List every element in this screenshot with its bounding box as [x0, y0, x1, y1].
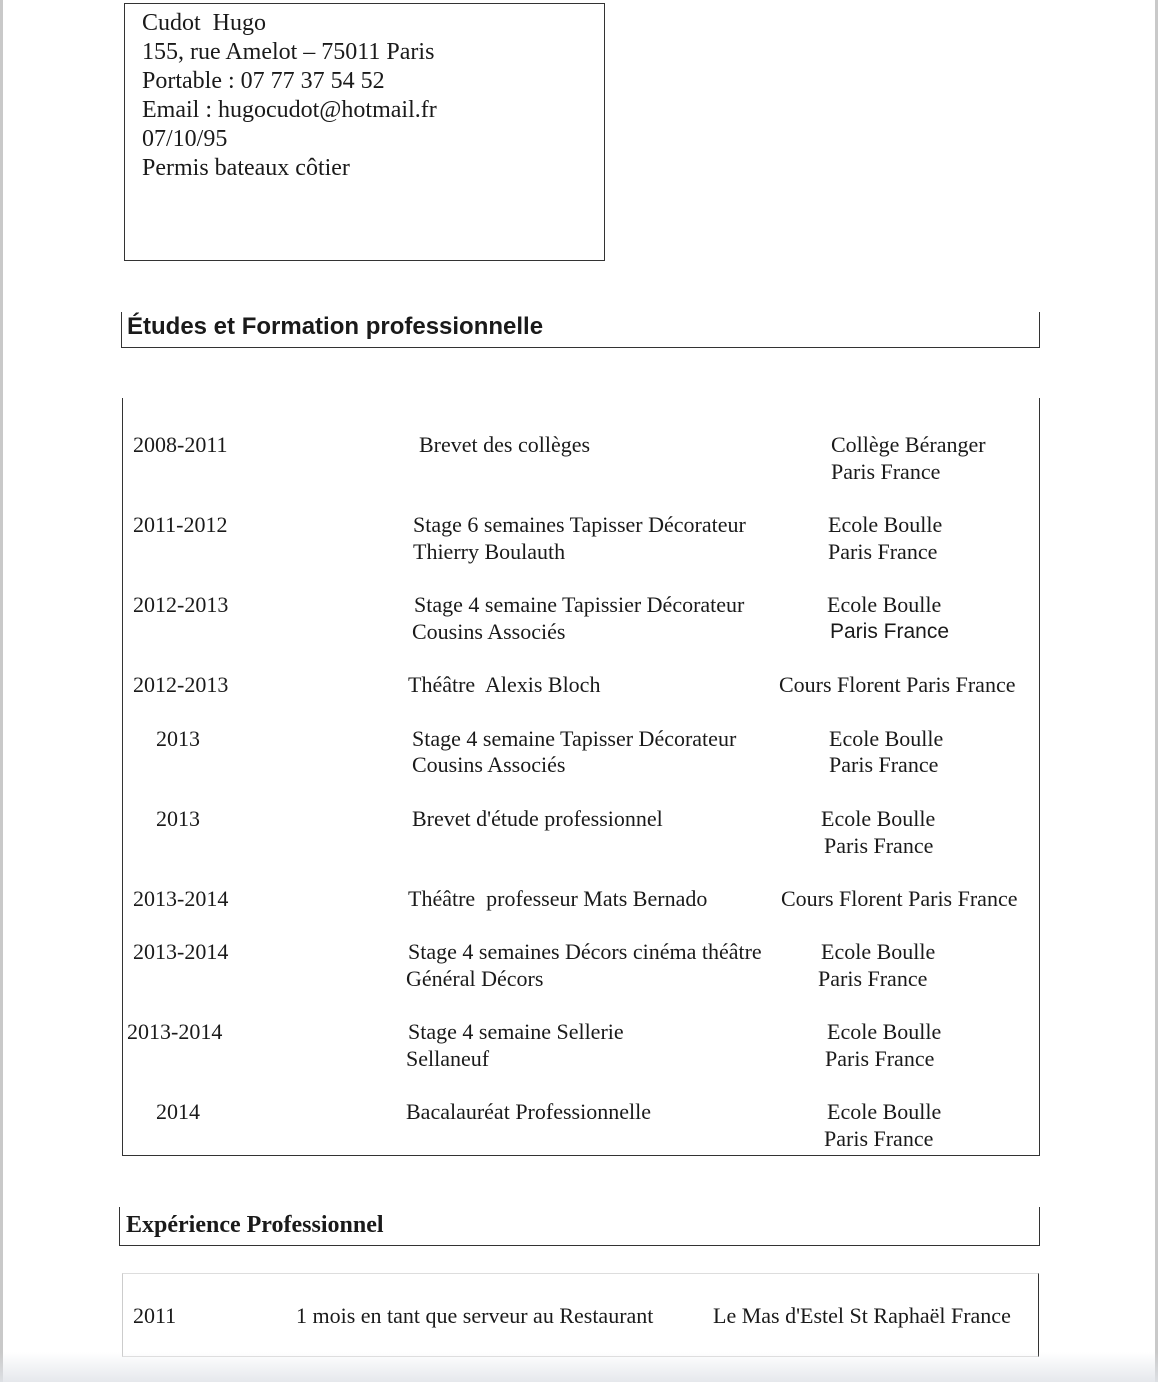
education-row-desc: Stage 4 semaine Tapisser Décorateur: [412, 726, 737, 751]
education-section-title: Études et Formation professionnelle: [127, 313, 544, 340]
education-row-place: Paris France: [829, 752, 939, 777]
contact-name: Cudot Hugo: [142, 10, 267, 36]
education-row-date: 2013-2014: [133, 939, 229, 964]
education-section-header: [121, 312, 1040, 348]
experience-row-date: 2011: [133, 1303, 177, 1328]
education-row-date: 2014: [156, 1099, 200, 1124]
education-row-desc: Cousins Associés: [412, 752, 566, 777]
education-row-date: 2008-2011: [133, 432, 228, 457]
page-edge-left: [0, 0, 3, 1382]
education-row-place: Paris France: [824, 833, 934, 858]
education-row-place: Collège Béranger: [831, 432, 986, 457]
experience-section-header: [119, 1207, 1040, 1246]
experience-table: [122, 1273, 1039, 1357]
header-right-border: [1039, 312, 1040, 348]
education-row-date: 2012-2013: [133, 592, 229, 617]
experience-row-desc: 1 mois en tant que serveur au Restaurant: [296, 1303, 654, 1328]
header-left-border: [119, 1207, 120, 1246]
education-row-place: Ecole Boulle: [827, 1019, 942, 1044]
education-row-place: Ecole Boulle: [821, 939, 936, 964]
education-row-place: Paris France: [824, 1126, 934, 1151]
education-row-place: Paris France: [825, 1046, 935, 1071]
education-row-place: Ecole Boulle: [827, 592, 942, 617]
education-row-date: 2013: [156, 726, 200, 751]
education-row-desc: Stage 4 semaine Sellerie: [408, 1019, 624, 1044]
education-row-desc: Brevet d'étude professionnel: [412, 806, 663, 831]
education-row-desc: Stage 4 semaine Tapissier Décorateur: [414, 592, 745, 617]
header-right-border: [1039, 1207, 1040, 1246]
education-row-date: 2011-2012: [133, 512, 228, 537]
education-row-place: Paris France: [831, 459, 941, 484]
education-row-date: 2013: [156, 806, 200, 831]
header-left-border: [121, 312, 122, 348]
education-row-place: Ecole Boulle: [821, 806, 936, 831]
education-table: [122, 398, 1040, 1156]
contact-birthdate: 07/10/95: [142, 126, 228, 152]
contact-license: Permis bateaux côtier: [142, 155, 350, 181]
education-row-place: Paris France: [828, 539, 938, 564]
contact-box: [124, 3, 605, 261]
education-row-desc: Général Décors: [406, 966, 544, 991]
education-row-place: Paris France: [830, 620, 950, 643]
education-row-desc: Sellaneuf: [406, 1046, 490, 1071]
contact-phone: Portable : 07 77 37 54 52: [142, 68, 385, 94]
education-row-place: Ecole Boulle: [828, 512, 943, 537]
contact-email: Email : hugocudot@hotmail.fr: [142, 97, 437, 123]
bottom-fade: [0, 1352, 1158, 1382]
education-row-desc: Théâtre professeur Mats Bernado: [408, 886, 708, 911]
education-row-place: Cours Florent Paris France: [779, 672, 1016, 697]
education-row-date: 2013-2014: [133, 886, 229, 911]
education-row-date: 2012-2013: [133, 672, 229, 697]
contact-address: 155, rue Amelot – 75011 Paris: [142, 39, 435, 65]
experience-row-place: Le Mas d'Estel St Raphaël France: [713, 1303, 1011, 1328]
education-row-desc: Thierry Boulauth: [413, 539, 566, 564]
education-row-desc: Brevet des collèges: [419, 432, 591, 457]
education-row-date: 2013-2014: [127, 1019, 223, 1044]
education-row-desc: Bacalauréat Professionnelle: [406, 1099, 651, 1124]
education-row-desc: Cousins Associés: [412, 619, 566, 644]
education-row-place: Paris France: [818, 966, 928, 991]
education-row-place: Ecole Boulle: [829, 726, 944, 751]
education-row-place: Ecole Boulle: [827, 1099, 942, 1124]
education-row-desc: Stage 6 semaines Tapisser Décorateur: [413, 512, 746, 537]
education-row-desc: Stage 4 semaines Décors cinéma théâtre: [408, 939, 762, 964]
education-row-place: Cours Florent Paris France: [781, 886, 1018, 911]
education-row-desc: Théâtre Alexis Bloch: [408, 672, 601, 697]
experience-section-title: Expérience Professionnel: [126, 1212, 384, 1238]
